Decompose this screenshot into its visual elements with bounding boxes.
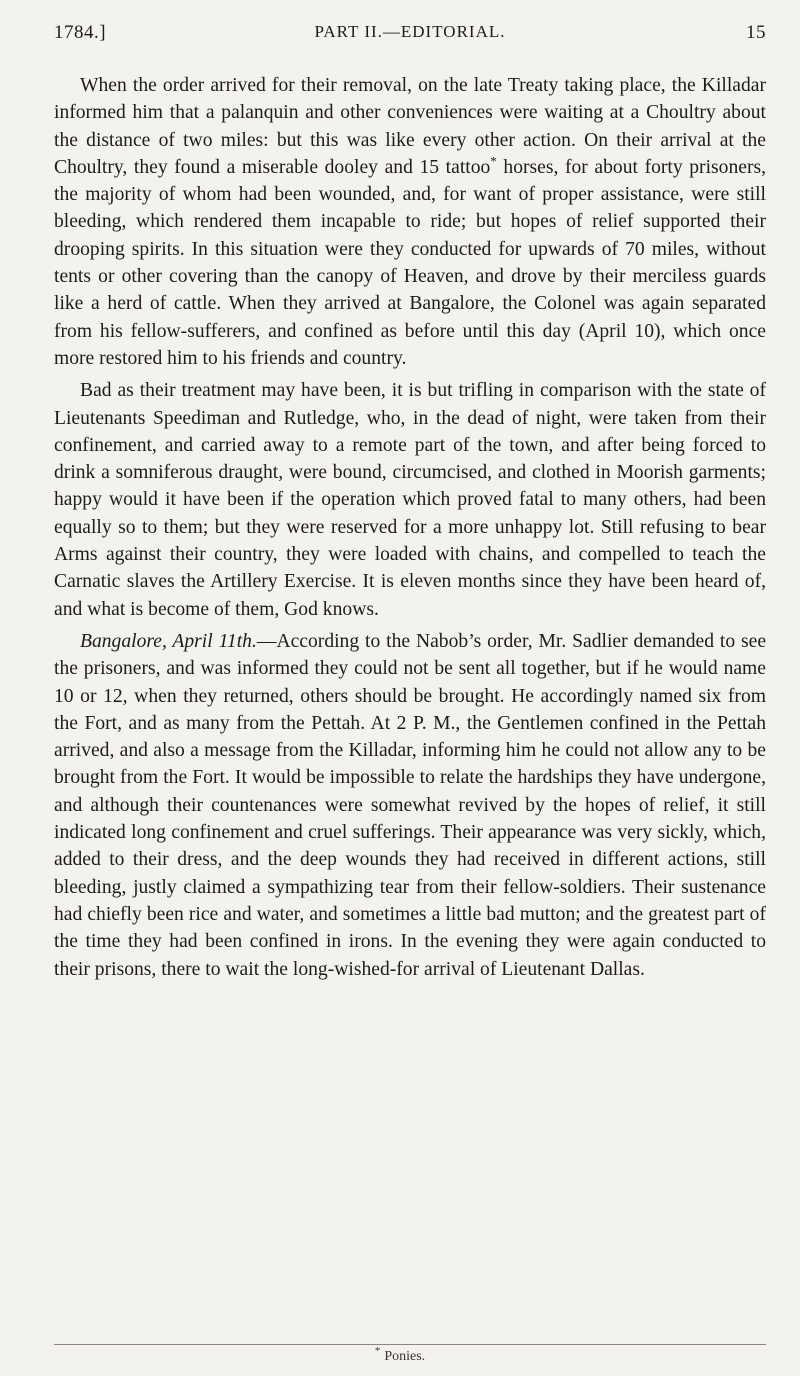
paragraph-1-text-b: horses, for about forty prisoners, the majority of whom had been wounded, and, for want of proper assistance, were still bleeding, which rendered them incapable to ride; but hopes of relief supported their drooping spirits. In this situation were they conducted for upwards of 70 miles, without tents or other covering than the canopy of Heaven, and drove by their merciless guards like a herd of cattle. When they arrived at Bangalore, the Colonel was again separated from his fellow-sufferers, and confined as before until this day (April 10), which once more restored him to his friends and country.: [54, 156, 766, 369]
paragraph-3: [54, 628, 766, 983]
footnote-reference-mark: *: [490, 153, 497, 169]
header-title: PART II.—EDITORIAL.: [314, 22, 506, 41]
footnote-rule: [54, 1344, 766, 1345]
paragraph-1-text-a: When the order arrived for their removal, on the late Treaty taking place, the Killadar informed him that a palanquin and other conveniences were waiting at a Choultry about the distance of two miles: but this was like every other action. On their arrival at the Choultry, they found a miserable dooley and 15 tattoo: [54, 75, 766, 178]
footnote-mark: *: [374, 1345, 381, 1358]
paragraph-1: [54, 72, 766, 372]
dateline: [80, 631, 257, 652]
dateline-suffix: th.: [236, 630, 257, 652]
paragraph-2: [54, 377, 766, 623]
footnote: [0, 1345, 800, 1365]
paragraph-3-text: —According to the Nabob’s order, Mr. Sadlier demanded to see the prisoners, and was informed they could not be sent all together, but if he would name 10 or 12, when they returned, others should be brought. He accordingly named six from the Fort, and as many from the Pettah. At 2 P. M., the Gentlemen confined in the Pettah arrived, and also a message from the Killadar, informing him he could not allow any to be brought from the Fort. It would be impossible to relate the hardships they have undergone, and although their countenances were somewhat revived by the hopes of relief, it still indicated long confinement and cruel sufferings. Their appearance was very sickly, which, added to their dress, and the deep wounds they had received in different actions, still bleeding, justly claimed a sympathizing tear from their fellow-soldiers. Their sustenance had chiefly been rice and water, and sometimes a little bad mutton; and the greatest part of the time they had been confined in irons. In the evening they were again conducted to their prisons, there to wait the long-wished-for arrival of Lieutenant Dallas.: [54, 630, 767, 980]
paragraph-2-text: Bad as their treatment may have been, it is but trifling in comparison with the state of Lieutenants Speediman and Rutledge, who, in the dead of night, were taken from their confinement, and carried away to a remote part of the town, and after being forced to drink a somniferous draught, were bound, circumcised, and clothed in Moorish garments; happy would it have been if the operation which proved fatal to many others, had been equally so to them; but they were reserved for a more unhappy lot. Still refusing to bear Arms against their country, they were loaded with chains, and compelled to teach the Carnatic slaves the Artillery Exercise. It is eleven months since they have been heard of, and what is become of them, God knows.: [54, 380, 766, 620]
body-text: [54, 72, 766, 983]
dateline-place: Bangalore, April 11: [80, 630, 237, 652]
running-head: [54, 22, 766, 52]
page-number: 15: [746, 22, 766, 43]
header-year: 1784.]: [54, 22, 107, 43]
footnote-text: Ponies.: [384, 1349, 426, 1364]
